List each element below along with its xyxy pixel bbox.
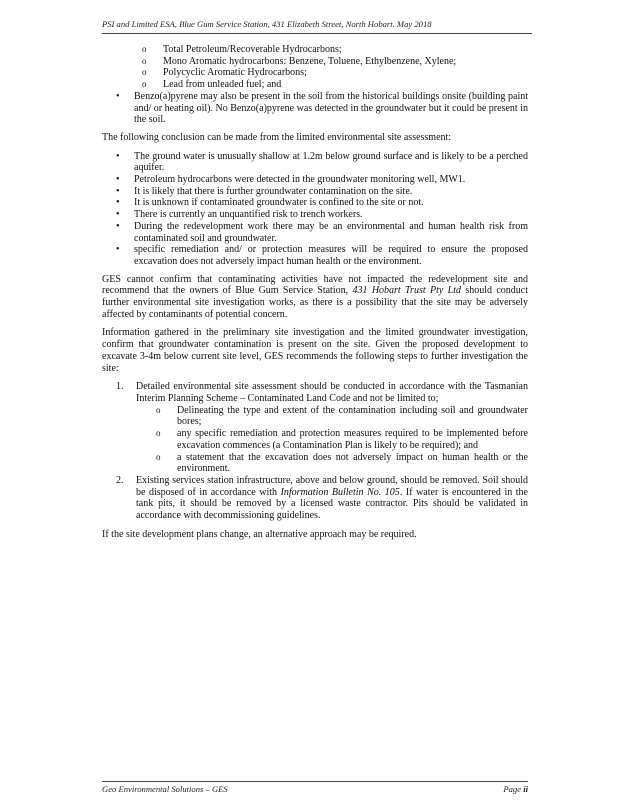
footer-company: Geo Environmental Solutions – GES — [102, 784, 228, 794]
list-item: o Total Petroleum/Recoverable Hydrocarbons; — [142, 44, 528, 56]
steps-list — [116, 381, 528, 521]
list-item: o Mono Aromatic hydrocarbons: Benzene, Toluene, Ethylbenzene, Xylene; — [142, 56, 528, 68]
bulletin-reference: Information Bulletin No. 105 — [280, 486, 400, 498]
step-text-part: Existing services station infrastructure, above and below ground, should be removed. Soil should be disposed of in accordance with — [136, 474, 528, 498]
list-item: • It is likely that there is further groundwater contamination on the site. — [116, 186, 528, 198]
list-item: • Petroleum hydrocarbons were detected in the groundwater monitoring well, MW1. — [116, 174, 528, 186]
page-label: Page — [503, 784, 522, 794]
paragraph-text: should conduct further environmental site investigation works, as there is a possibility that the site may be adversely affected by contaminants of potential concern. — [102, 285, 529, 320]
owner-name: 431 Hobart Trust Pty Ltd — [352, 285, 461, 297]
conclusion-intro: The following conclusion can be made from the limited environmental site assessment: — [102, 131, 452, 143]
list-item: • There is currently an unquantified risk to trench workers. — [116, 209, 528, 221]
step-item — [116, 475, 528, 522]
list-item: o Polycyclic Aromatic Hydrocarbons; — [142, 67, 528, 79]
step-sublist — [156, 405, 528, 475]
page-num: ii — [523, 784, 528, 794]
page-content — [102, 44, 528, 547]
page-footer — [102, 781, 528, 794]
list-item: • It is unknown if contaminated groundwater is confined to the site or not. — [116, 197, 528, 209]
page-number — [503, 784, 528, 794]
recommendation-paragraph — [102, 274, 528, 321]
investigation-paragraph: Information gathered in the preliminary site investigation and the limited groundwater investigation, confirm that groundwater contamination is present on the site. Given the proposed development to excavate 3-4m below current site level, GES recommends the following steps to further investigation the site: — [102, 327, 528, 374]
contaminant-list — [142, 44, 528, 91]
step-text: Detailed environmental site assessment should be conducted in accordance with the Tasmanian Interim Planning Scheme – Contaminated Land Code and not be limited to; — [136, 381, 528, 404]
closing-paragraph: If the site development plans change, an alternative approach may be required. — [102, 528, 417, 540]
list-item: • Benzo(a)pyrene may also be present in the soil from the historical buildings onsite (building paint and/ or heating oil). No Benzo(a)pyrene was detected in the groundwater but it could be present in the soil. — [116, 91, 528, 126]
step-item — [116, 381, 528, 475]
step-number: 1. — [116, 381, 124, 393]
step-text — [136, 475, 528, 522]
page-header: PSI and Limited ESA, Blue Gum Service Station, 431 Elizabeth Street, North Hobart. May 2018 — [102, 19, 532, 34]
list-item: o Lead from unleaded fuel; and — [142, 79, 528, 91]
list-item: • specific remediation and/ or protection measures will be required to ensure the proposed excavation does not adversely impact human health or the environment. — [116, 244, 528, 267]
list-item: o Delineating the type and extent of the contamination including soil and groundwater bores; — [156, 405, 528, 428]
conclusion-list — [116, 151, 528, 268]
step-text-part: . If water is encountered in the tank pits, it should be removed by a licensed waste contractor. Pits should be validated in accordance with decommissioning guidelines. — [136, 486, 528, 522]
list-item: • The ground water is unusually shallow at 1.2m below ground surface and is likely to be a perched aquifer. — [116, 151, 528, 174]
benzo-list — [116, 91, 528, 126]
list-item: o a statement that the excavation does not adversely impact on human health or the environment. — [156, 452, 528, 475]
list-item: • During the redevelopment work there may be an environmental and human health risk from contaminated soil and groundwater. — [116, 221, 528, 244]
paragraph-text: GES cannot confirm that contaminating activities have not impacted the redevelopment site and recommend that the owners of Blue Gum Service Station, — [102, 273, 528, 297]
step-number: 2. — [116, 474, 124, 486]
list-item: o any specific remediation and protection measures required to be implemented before excavation commences (a Contamination Plan is likely to be required); and — [156, 428, 528, 451]
